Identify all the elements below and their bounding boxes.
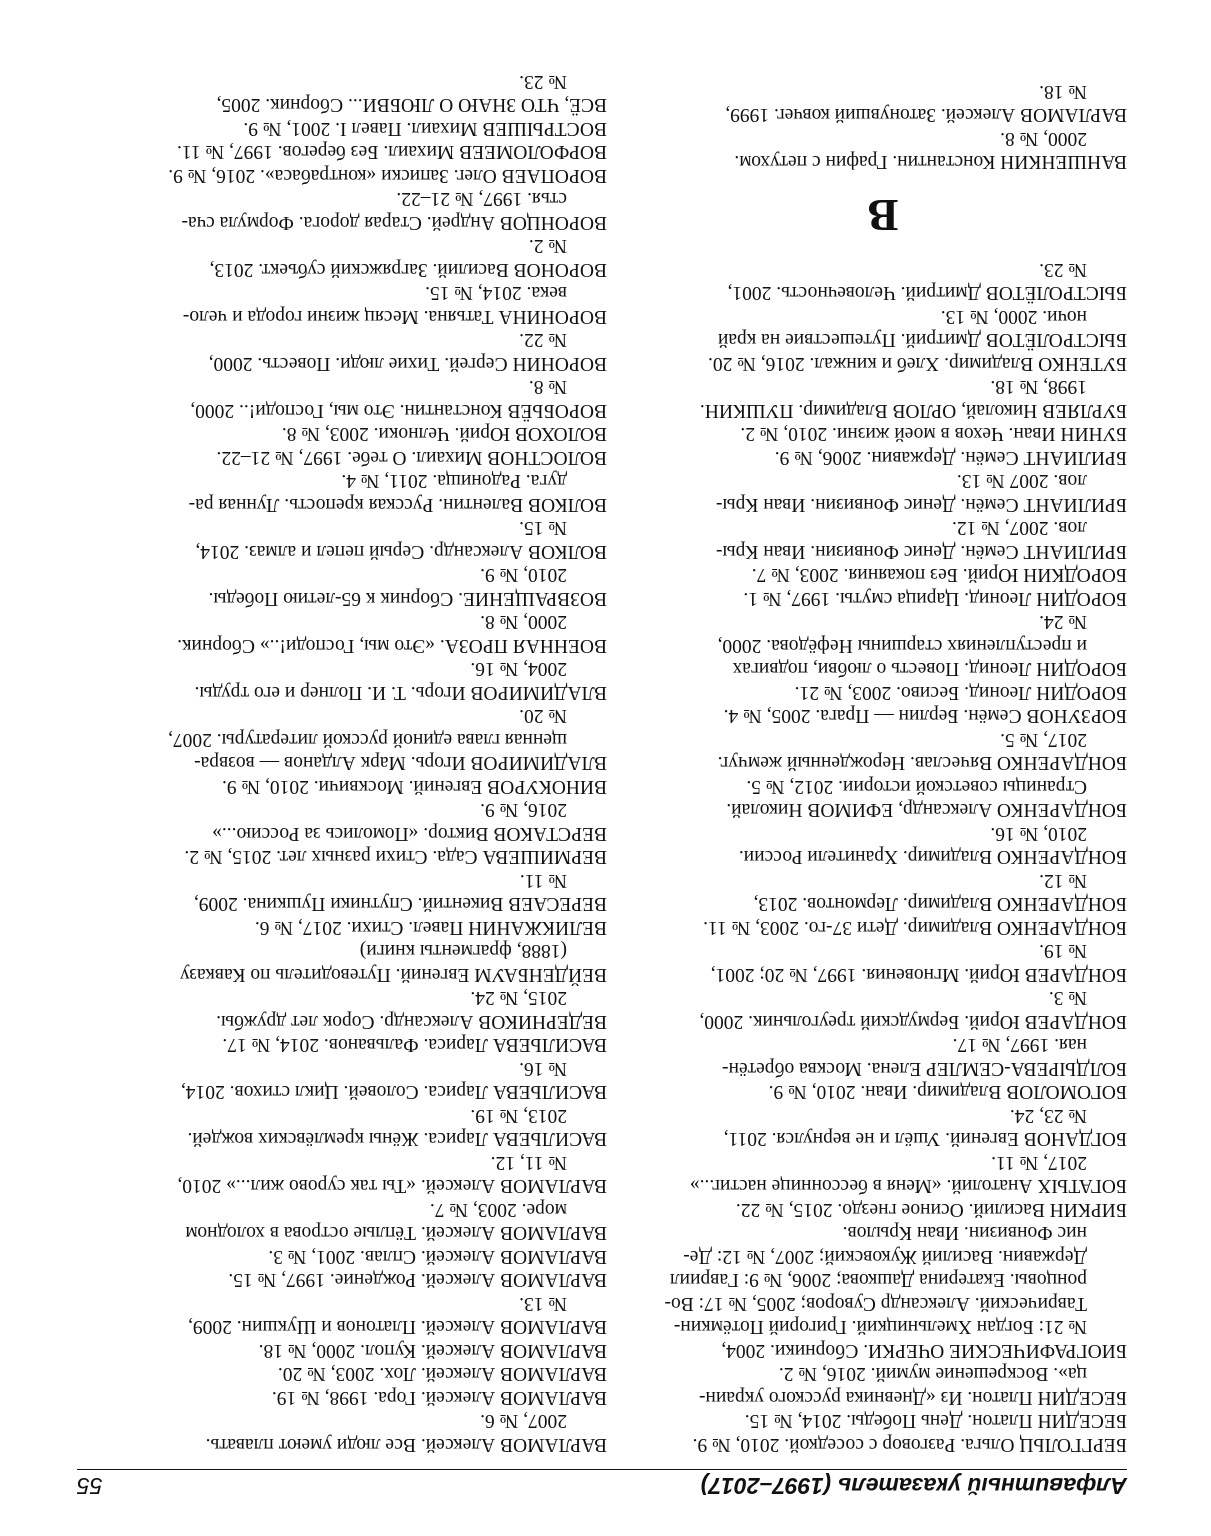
index-entry: [119, 1386, 607, 1410]
index-entry: [119, 1104, 607, 1151]
index-entry-line: ВАРЛАМОВ Алексей. Затонувший ковчег. 1999,: [725, 104, 1127, 126]
index-entry-line: ВАРЛАМОВ Алексей. Рождение. 1997, № 15.: [228, 1269, 607, 1291]
index-entry: [639, 516, 1127, 563]
index-entry: [119, 916, 607, 940]
index-entry-line: века. 2014, № 15.: [425, 282, 567, 304]
index-entry-line: щенная глава единой русской литературы. 2007,: [168, 729, 567, 750]
index-entry-line: № 21: Богдан Хмельницкий. Григорий Потёмкин-: [673, 1316, 1087, 1338]
index-entry-line: № 3.: [1048, 987, 1087, 1009]
index-entry-line: ВАРЛАМОВ Алексей. «Ты так сурово жил...» 2010,: [177, 1175, 607, 1197]
index-entry: [119, 1033, 607, 1057]
index-entry: [119, 704, 607, 775]
index-entry: [119, 1151, 607, 1198]
index-entry-line: ВОРОНОВ Василий. Загряжский субъект. 2013,: [209, 259, 607, 280]
index-entry-line: БИОГРАФИЧЕСКИЕ ОЧЕРКИ. Сборники. 2004,: [721, 1340, 1127, 1361]
index-entry: [639, 469, 1127, 516]
index-entry-line: БОГДАНОВ Евгений. Ушёл и не вернулся. 2011,: [723, 1128, 1127, 1150]
index-entry-line: № 24.: [1039, 611, 1087, 633]
index-entry-line: ВАСИЛЬЕВА Лариса. Соловей. Цикл стихов. 2014,: [180, 1081, 607, 1103]
index-entry: [119, 1292, 607, 1339]
index-entry-line: БУТЕНКО Владимир. Хлеб и кинжал. 2016, № 20.: [707, 353, 1127, 374]
index-entry-line: ВОРОНИН Сергей. Тихие люди. Повесть. 2000,: [208, 353, 607, 374]
index-entry: [119, 187, 607, 234]
index-entry: [639, 1221, 1127, 1362]
index-entry-line: БЕРГГОЛЬЦ Ольга. Разговор с соседкой. 2010, № 9.: [692, 1434, 1127, 1455]
index-entry: [639, 446, 1127, 470]
index-entry: [119, 1268, 607, 1292]
index-entry: [639, 352, 1127, 376]
index-entry-line: БОРОДИН Леонид. Бесиво. 2003, № 21.: [794, 682, 1127, 703]
index-entry-line: ВЕРМИШЕВА Сада. Стихи разных лет. 2015, № 2.: [184, 846, 607, 868]
index-entry-line: ВЕРСТАКОВ Виктор. «Помолись за Россию...»: [212, 823, 607, 844]
index-entry: [119, 775, 607, 799]
index-entry-line: № 8.: [528, 376, 567, 398]
index-entry-line: ВАНШЕНКИН Константин. Графин с петухом.: [734, 151, 1127, 173]
index-entry: [119, 1409, 607, 1456]
index-entry-line: ВОЛОХОВ Юрий. Челноки. 2003, № 8.: [281, 423, 607, 445]
index-entry-line: БОРОДИН Леонид. Повесть о любви, подвигах: [732, 658, 1127, 680]
index-entry-line: БЫСТРОЛЁТОВ Дмитрий. Путешествие на край: [717, 329, 1127, 351]
index-entry-line: ВОЛКОВ Валентин. Русская крепость. Лунная ра-: [188, 494, 607, 515]
index-entry: [119, 375, 607, 422]
index-entry-line: ВАРЛАМОВ Алексей. Все люди умеют плавать.: [205, 1434, 607, 1455]
index-entry: [119, 1198, 607, 1245]
index-entry: [119, 1245, 607, 1269]
index-entry: [119, 446, 607, 470]
index-entry-line: Страницы советской истории. 2012, № 5.: [746, 776, 1087, 797]
index-entry-line: БЫСТРОЛЁТОВ Дмитрий. Человечность. 2001,: [727, 282, 1127, 304]
index-entry: [119, 1057, 607, 1104]
index-entry-line: № 22.: [519, 329, 567, 351]
running-header: [77, 1469, 1127, 1500]
index-entry-line: № 11.: [519, 870, 567, 891]
index-entry-line: БОГОМОЛОВ Владимир. Иван. 2010, № 9.: [768, 1081, 1127, 1103]
index-entry: [119, 986, 607, 1033]
index-entry: [639, 587, 1127, 611]
index-entry-line: БИРКИН Василий. Осиное гнездо. 2015, № 22.: [735, 1199, 1127, 1220]
index-entry-line: БЕСЕДИН Платон. День Победы. 2014, № 15.: [744, 1410, 1127, 1432]
index-entry-line: № 20.: [519, 705, 567, 727]
page-number: 55: [77, 1473, 103, 1499]
index-entry-line: № 11, 12.: [490, 1152, 567, 1173]
index-entry-line: лов. 2007, № 12.: [951, 517, 1087, 539]
index-entry-line: № 16.: [519, 1058, 567, 1079]
index-entry: [119, 563, 607, 610]
index-entry: [639, 1080, 1127, 1104]
index-entry: [119, 657, 607, 704]
index-entry: [639, 375, 1127, 422]
index-entry-line: № 19.: [1039, 940, 1087, 962]
index-entry: [119, 869, 607, 916]
index-entry-line: № 23.: [1039, 259, 1087, 280]
index-entry: [639, 1033, 1127, 1080]
index-entry-line: БРИЛИАНТ Семён. Державин. 2006, № 9.: [774, 447, 1127, 468]
index-entry-line: 2013, № 19.: [470, 1105, 567, 1126]
index-entry-line: и преступлениях старшины Нефёдова. 2000,: [717, 635, 1087, 656]
index-entry-line: БОГАТЫХ Анатолий. «Меня в бессоннице настиг...»: [689, 1175, 1127, 1197]
index-entry-line: 2010, № 9.: [480, 564, 567, 586]
index-entry-line: ВАРЛАМОВ Алексей. Лох. 2003, № 20.: [277, 1363, 607, 1385]
index-entry: [639, 1433, 1127, 1457]
index-entry-line: 2017, № 5.: [1000, 729, 1087, 750]
index-entry-line: № 23.: [519, 71, 567, 92]
index-entry-line: 2004, № 16.: [470, 658, 567, 680]
index-entry-line: 2010, № 16.: [990, 823, 1087, 844]
index-entry-line: 2007, № 6.: [480, 1410, 567, 1432]
index-entry: [119, 798, 607, 845]
index-entry: [119, 328, 607, 375]
index-entry: [119, 939, 607, 986]
index-entry: [639, 681, 1127, 705]
index-entry-line: 2000, № 8.: [480, 611, 567, 633]
index-entry-line: лов. 2007 № 13.: [956, 470, 1087, 492]
section-letter: В: [867, 190, 899, 242]
index-column-right: [119, 70, 607, 1457]
index-entry-line: БУНИН Иван. Чехов в моей жизни. 2010, № 2.: [740, 423, 1127, 445]
index-entry: [639, 258, 1127, 305]
index-entry-line: море. 2003, № 7.: [429, 1199, 567, 1220]
index-entry-line: ВАРЛАМОВ Алексей. Платонов и Шукшин. 2009,: [187, 1316, 607, 1338]
index-entry-line: 2016, № 9.: [480, 799, 567, 821]
index-entry-line: ВАСИЛЬЕВА Лариса. Фальванов. 2014, № 17.: [222, 1034, 607, 1056]
index-entry: [639, 822, 1127, 869]
index-entry-line: ВИНОКУРОВ Евгений. Москвичи. 2010, № 9.: [221, 776, 607, 797]
index-entry-line: № 12.: [1039, 870, 1087, 891]
index-entry: [639, 80, 1127, 127]
index-entry-line: ВЕЛИКЖАНИН Павел. Стихи. 2017, № 6.: [254, 917, 607, 938]
index-entry-line: ВОЕННАЯ ПРОЗА. «Это мы, Господи!..» Сборник.: [177, 635, 607, 656]
index-entry: [119, 164, 607, 188]
index-entry-line: ВАРЛАМОВ Алексей. Гора. 1998, № 19.: [271, 1387, 607, 1408]
index-entry-line: № 2.: [528, 235, 567, 257]
index-entry-line: БОНДАРЕНКО Владимир. Дети 37-го. 2003, № 11.: [703, 917, 1127, 938]
index-entry-line: ронцовы. Екатерина Дашкова; 2006, № 9: Гавриил: [669, 1269, 1087, 1291]
index-entry: [639, 939, 1127, 986]
index-entry: [639, 563, 1127, 587]
index-entry: [119, 516, 607, 563]
index-entry: [639, 1151, 1127, 1198]
index-entry: [119, 1362, 607, 1386]
index-column-left: [639, 80, 1127, 1457]
index-entry-line: 1998, № 18.: [990, 376, 1087, 398]
index-entry-line: нис Фонвизин. Иван Крылов.: [842, 1222, 1087, 1244]
index-entry-line: дуга. Радонища. 2011, № 4.: [341, 470, 567, 492]
index-entry-line: 2015, № 24.: [470, 987, 567, 1009]
index-entry: [119, 70, 607, 117]
index-entry-line: (1888, фрагменты книги): [359, 940, 567, 962]
index-entry-line: БРИЛИАНТ Семён. Денис Фонвизин. Иван Кры-: [716, 541, 1127, 562]
index-entry: [639, 728, 1127, 775]
index-entry-line: БОРЗУНОВ Семён. Берлин — Прага. 2005, № 4.: [723, 705, 1127, 727]
index-entry: [639, 305, 1127, 352]
index-entry-line: БОЛДЫРЕВА-СЕМЛЕР Елена. Москва обретён-: [722, 1058, 1127, 1079]
index-entry-line: № 18.: [1039, 81, 1087, 102]
index-entry: [639, 127, 1127, 174]
index-entry: [639, 1198, 1127, 1222]
index-entry-line: № 13.: [519, 1293, 567, 1314]
index-entry-line: БОРОДКИН Юрий. Без покаяния. 2003, № 7.: [751, 564, 1127, 586]
index-entry: [119, 117, 607, 141]
index-entry-line: БОНДАРЕНКО Вячеслав. Нерожденный жемчуг.: [717, 752, 1127, 774]
index-entry: [119, 234, 607, 281]
index-entry: [119, 140, 607, 164]
index-entry: [639, 869, 1127, 916]
index-entry-line: ВОЛОСТНОВ Михаил. О тебе. 1997, № 21–22.: [216, 447, 607, 468]
index-entry-line: БОНДАРЕНКО Владимир. Хранители России.: [738, 846, 1127, 868]
index-entry: [639, 422, 1127, 446]
index-entry-line: БЕСЕДИН Платон. Из «Дневника русского украин-: [698, 1387, 1127, 1408]
index-entry-line: ВЕЙДЕНБАУМ Евгений. Путеводитель по Кавказу: [179, 964, 607, 985]
index-entry-line: ВОРОПАЕВ Олег. Записки «контрабаса». 2016, № 9.: [168, 165, 607, 186]
index-entry-line: БУРЛЯЕВ Николай, ОРЛОВ Владимир. ПУШКИН.: [699, 400, 1127, 421]
header-title: Алфавитный указатель (1997–2017): [700, 1473, 1127, 1499]
index-entry-line: ночи. 2000, № 13.: [940, 306, 1087, 327]
index-entry-line: ВАСИЛЬЕВА Лариса. Жёны кремлёвских вождей.: [187, 1128, 607, 1150]
index-entry-line: ца». Воскрешение мумий. 2016, № 2.: [778, 1363, 1087, 1385]
index-entry-line: 2017, № 11.: [991, 1152, 1087, 1173]
index-entry-line: ВОСТРЫШЕВ Михаил. Павел I. 2001, № 9.: [243, 118, 607, 139]
index-entry-line: ВАРЛАМОВ Алексей. Купол. 2000, № 18.: [258, 1340, 607, 1361]
index-entry-line: БОНДАРЕНКО Александр, ЕФИМОВ Николай.: [726, 799, 1127, 821]
index-entry: [639, 1409, 1127, 1433]
index-entry: [639, 775, 1127, 822]
index-entry-line: ВАРЛАМОВ Алексей. Тёплые острова в холодном: [185, 1222, 607, 1244]
index-entry: [639, 1362, 1127, 1409]
index-entry-line: ВОЗВРАЩЕНИЕ. Сборник к 65-летию Победы.: [208, 588, 607, 609]
index-entry-line: ВОРОБЬЁВ Константин. Это мы, Господи!.. 2000,: [190, 400, 607, 421]
index-entry-line: ВОЛКОВ Александр. Серый пепел и алмаз. 2014,: [195, 541, 607, 562]
index-entry: [639, 986, 1127, 1033]
index-entry-line: стья. 1997, № 21–22.: [396, 188, 567, 210]
index-entry-line: 2000, № 8.: [1000, 128, 1087, 149]
index-entry-line: ВЛАДИМИРОВ Игорь. Т. И. Полнер и его труды.: [194, 682, 607, 703]
index-entry: [119, 469, 607, 516]
index-entry-line: ВЕРЕСАЕВ Викентий. Спутники Пушкина. 2009,: [193, 893, 607, 915]
index-entry: [639, 916, 1127, 940]
index-entry-line: ВАРЛАМОВ Алексей. Сплав. 2001, № 3.: [268, 1246, 607, 1267]
index-entry: [119, 281, 607, 328]
index-entry: [639, 704, 1127, 728]
index-entry-line: ВЕДЕРНИКОВ Александр. Сорок лет дружбы.: [216, 1011, 607, 1032]
index-entry-line: ВСЁ, ЧТО ЗНАЮ О ЛЮБВИ... Сборник. 2005,: [216, 94, 607, 116]
index-entry-line: Таврический. Александр Суворов; 2005, № 17: Во-: [664, 1293, 1087, 1314]
index-entry-line: Державин. Василий Жуковский; 2007, № 12: Де-: [683, 1246, 1087, 1267]
index-entry: [119, 845, 607, 869]
index-entry-line: ВОРФОЛОМЕЕВ Михаил. Без берегов. 1997, № 11.: [176, 141, 607, 163]
index-entry: [119, 1339, 607, 1363]
index-entry-line: № 23, 24.: [1009, 1105, 1087, 1126]
index-entry: [119, 610, 607, 657]
index-entry-line: БОНДАРЕВ Юрий. Мгновения. 1997, № 20; 2001,: [710, 964, 1127, 985]
index-entry-line: № 15.: [519, 517, 567, 539]
index-entry: [639, 1104, 1127, 1151]
index-entry-line: ВОРОНЦОВ Андрей. Старая дорога. Формула сча-: [181, 212, 607, 233]
index-entry-line: ная. 1997, № 17.: [952, 1034, 1087, 1056]
index-entry-line: БОНДАРЕНКО Владимир. Лермонтов. 2013,: [753, 893, 1127, 915]
index-entry-line: БОРОДИН Леонид. Царица смуты. 1997, № 1.: [743, 588, 1127, 609]
index-entry-line: ВЛАДИМИРОВ Игорь. Марк Алданов — возвра-: [194, 752, 607, 774]
index-entry: [639, 610, 1127, 681]
index-entry-line: ВОРОНИНА Татьяна. Месяц жизни города и чело-: [182, 306, 607, 327]
index-entry: [119, 422, 607, 446]
index-entry-line: БОНДАРЕВ Юрий. Бермудский треугольник. 2000,: [699, 1011, 1127, 1032]
index-entry-line: БРИЛИАНТ Семён. Денис Фонвизин. Иван Кры-: [716, 494, 1127, 515]
